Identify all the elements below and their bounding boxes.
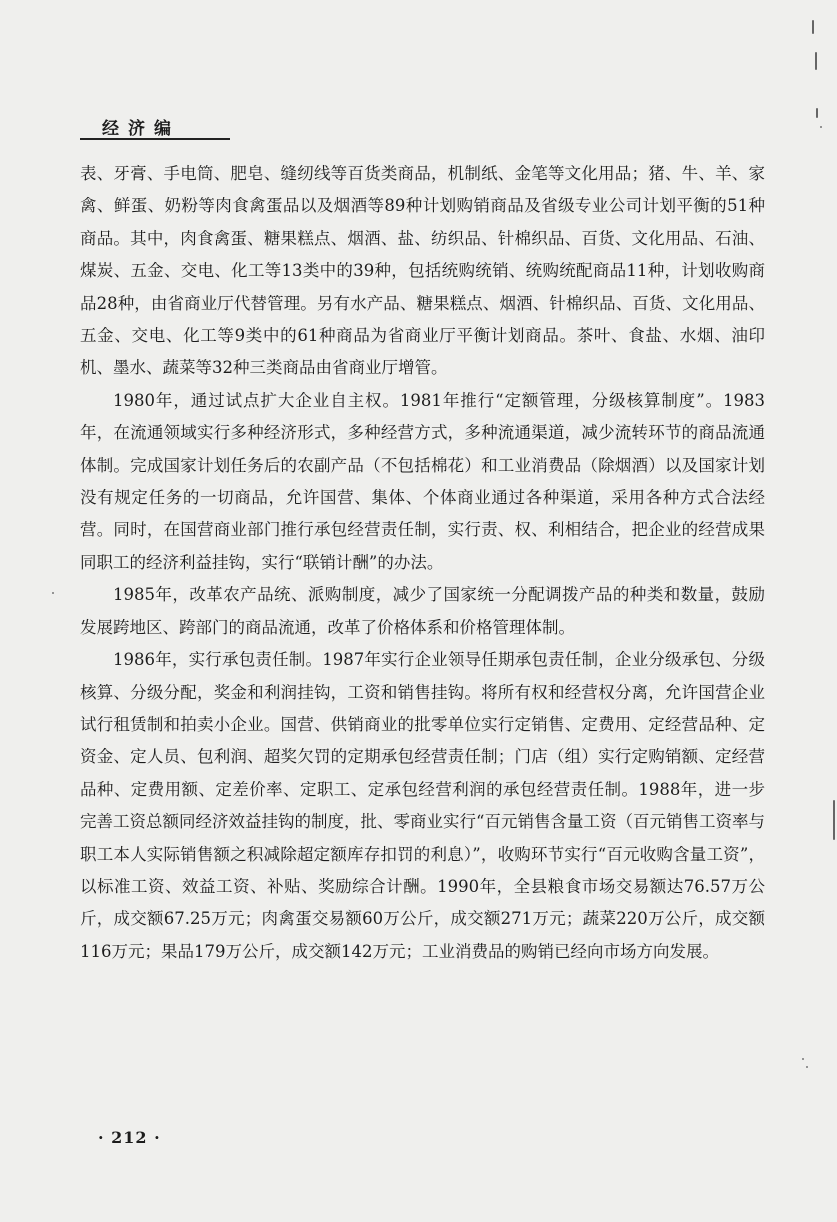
paragraph: 1985年，改革农产品统、派购制度，减少了国家统一分配调拨产品的种类和数量，鼓励发展跨地区、跨部门的商品流通，改革了价格体系和价格管理体制。 — [80, 585, 765, 637]
scan-artifact — [815, 52, 817, 70]
scan-artifact — [802, 1058, 804, 1060]
scan-artifact — [833, 800, 835, 840]
scan-artifact — [816, 108, 818, 118]
scan-artifact — [820, 126, 822, 128]
section-title: 经济编 — [102, 119, 180, 139]
scan-artifact — [806, 1066, 808, 1068]
paragraph: 1986年，实行承包责任制。1987年实行企业领导任期承包责任制，企业分级承包、分级核算、分级分配，奖金和利润挂钩，工资和销售挂钩。将所有权和经营权分离，允许国营企业试行租赁制和拍卖小企业。国营、供销商业的批零单位实行定销售、定费用、定经营品种、定资金、定人员、包利润、超奖欠罚的定期承包经营责任制；门店（组）实行定购销额、定经营品种、定费用额、定差价率、定职工、定承包经营利润的承包经营责任制。1988年，进一步完善工资总额同经济效益挂钩的制度，批、零商业实行“百元销售含量工资（百元销售工资率与职工本人实际销售额之积减除超定额库存扣罚的利息）”，收购环节实行“百元收购含量工资”，以标准工资、效益工资、补贴、奖励综合计酬。1990年，全县粮食市场交易额达76.57万公斤，成交额67.25万元；肉禽蛋交易额60万公斤，成交额271万元；蔬菜220万公斤，成交额116万元；果品179万公斤，成交额142万元；工业消费品的购销已经向市场方向发展。 — [80, 650, 765, 961]
paragraph: 1980年，通过试点扩大企业自主权。1981年推行“定额管理，分级核算制度”。1983年，在流通领域实行多种经济形式，多种经营方式，多种流通渠道，减少流转环节的商品流通体制。完成国家计划任务后的农副产品（不包括棉花）和工业消费品（除烟酒）以及国家计划没有规定任务的一切商品，允许国营、集体、个体商业通过各种渠道，采用各种方式合法经营。同时，在国营商业部门推行承包经营责任制，实行责、权、利相结合，把企业的经营成果同职工的经济利益挂钩，实行“联销计酬”的办法。 — [80, 390, 765, 572]
scan-artifact — [52, 592, 54, 594]
body-text — [80, 158, 765, 968]
scan-artifact — [812, 20, 814, 34]
running-header — [78, 112, 230, 142]
paragraph: 表、牙膏、手电筒、肥皂、缝纫线等百货类商品，机制纸、金笔等文化用品；猪、牛、羊、家禽、鲜蛋、奶粉等肉食禽蛋品以及烟酒等89种计划购销商品及省级专业公司计划平衡的51种商品。其中，肉食禽蛋、糖果糕点、烟酒、盐、纺织品、针棉织品、百货、文化用品、石油、煤炭、五金、交电、化工等13类中的39种，包括统购统销、统购统配商品11种，计划收购商品28种，由省商业厅代替管理。另有水产品、糖果糕点、烟酒、针棉织品、百货、文化用品、五金、交电、化工等9类中的61种商品为省商业厅平衡计划商品。茶叶、食盐、水烟、油印机、墨水、蔬菜等32种三类商品由省商业厅增管。 — [80, 164, 765, 378]
page-number: · 212 · — [98, 1128, 161, 1147]
header-rule — [80, 138, 230, 140]
